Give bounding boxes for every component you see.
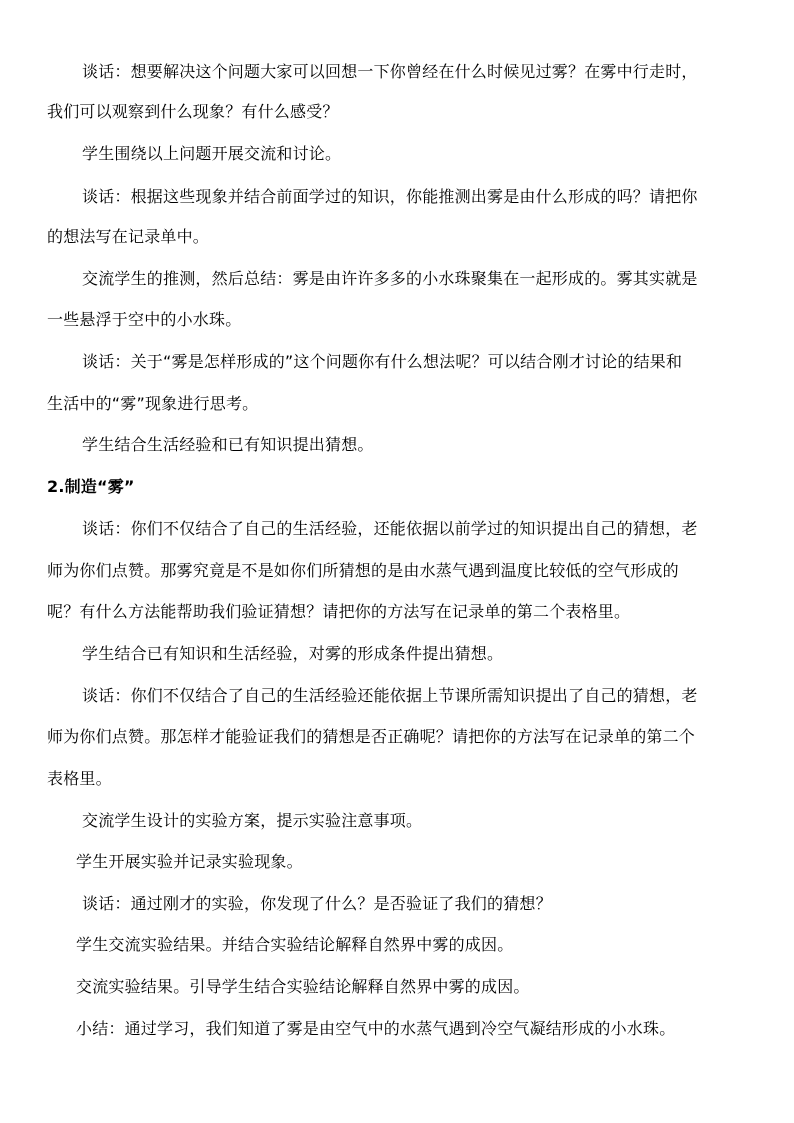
paragraph-line: 一些悬浮于空中的小水珠。 (47, 310, 242, 329)
paragraph-line: 交流学生设计的实验方案，提示实验注意事项。 (82, 811, 423, 830)
section-heading: 2.制造“雾” (47, 477, 135, 496)
paragraph-line: 交流实验结果。引导学生结合实验结论解释自然界中雾的成因。 (76, 977, 530, 996)
paragraph-line: 学生围绕以上问题开展交流和讨论。 (82, 144, 342, 163)
paragraph-line: 学生开展实验并记录实验现象。 (76, 852, 303, 871)
paragraph-line: 我们可以观察到什么现象？有什么感受？ (47, 102, 339, 121)
paragraph-line: 谈话：根据这些现象并结合前面学过的知识，你能推测出雾是由什么形成的吗？请把你 (82, 187, 698, 206)
paragraph-line: 的想法写在记录单中。 (47, 227, 210, 246)
paragraph-line: 谈话：关于“雾是怎样形成的”这个问题你有什么想法呢？可以结合刚才讨论的结果和 (82, 352, 683, 371)
paragraph-line: 师为你们点赞。那怎样才能验证我们的猜想是否正确呢？请把你的方法写在记录单的第二个 (47, 727, 696, 746)
paragraph-line: 谈话：想要解决这个问题大家可以回想一下你曾经在什么时候见过雾？在雾中行走时， (82, 62, 698, 81)
paragraph-line: 呢？有什么方法能帮助我们验证猜想？请把你的方法写在记录单的第二个表格里。 (47, 602, 631, 621)
paragraph-line: 谈话：你们不仅结合了自己的生活经验，还能依据以前学过的知识提出自己的猜想，老 (82, 519, 698, 538)
paragraph-line: 学生交流实验结果。并结合实验结论解释自然界中雾的成因。 (76, 935, 514, 954)
paragraph-line: 交流学生的推测，然后总结：雾是由许许多多的小水珠聚集在一起形成的。雾其实就是 (82, 269, 698, 288)
paragraph-line: 师为你们点赞。那雾究竟是不是如你们所猜想的是由水蒸气遇到温度比较低的空气形成的 (47, 561, 679, 580)
paragraph-line: 小结：通过学习，我们知道了雾是由空气中的水蒸气遇到冷空气凝结形成的小水珠。 (76, 1019, 676, 1038)
paragraph-line: 谈话：通过刚才的实验，你发现了什么？是否验证了我们的猜想？ (82, 894, 552, 913)
paragraph-line: 生活中的“雾”现象进行思考。 (47, 394, 259, 413)
paragraph-line: 谈话：你们不仅结合了自己的生活经验还能依据上节课所需知识提出了自己的猜想，老 (82, 686, 698, 705)
paragraph-line: 学生结合已有知识和生活经验，对雾的形成条件提出猜想。 (82, 644, 504, 663)
paragraph-line: 学生结合生活经验和已有知识提出猜想。 (82, 435, 374, 454)
paragraph-line: 表格里。 (47, 769, 112, 788)
